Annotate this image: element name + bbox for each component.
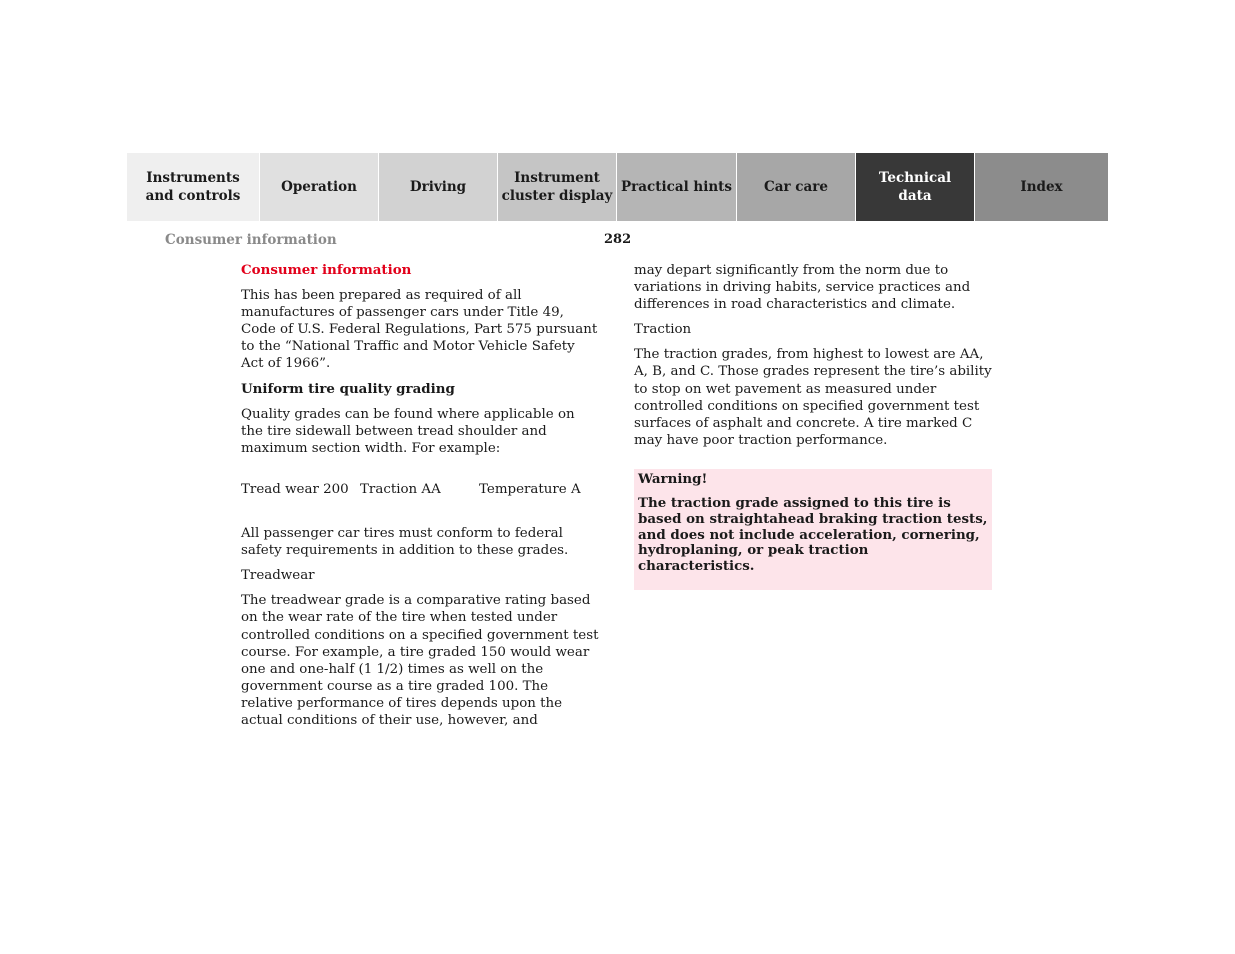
tab-index[interactable]: Index [974,153,1108,221]
warning-box [634,469,992,590]
chapter-tabs [127,153,1108,221]
right-column [634,262,992,590]
page-title: Consumer information [241,262,412,278]
treadwear-example: Tread wear 200 [241,481,349,497]
warning-title: Warning! [638,470,708,487]
continuation-paragraph: may depart significantly from the norm due to variations in driving habits, service practices and differences in road characteristics and climate. [634,263,971,313]
tab-driving[interactable]: Driving [378,153,497,221]
tab-practical-hints[interactable]: Practical hints [616,153,736,221]
temperature-example: Temperature A [479,481,581,497]
grade-example [241,481,599,498]
page-number: 282 [604,232,632,247]
traction-label: Traction [634,322,692,338]
quality-paragraph: Quality grades can be found where applicable on the tire sidewall between tread shoulder and maximum section width. For example: [241,406,575,456]
tab-technical-data[interactable]: Technical data [855,153,974,221]
traction-paragraph: The traction grades, from highest to lowest are AA, A, B, and C. Those grades represent the tire’s ability to stop on wet pavement as measured under controlled conditions on specified government test surfaces of asphalt and concrete. A tire marked C may have poor traction performance. [634,347,992,448]
conform-paragraph: All passenger car tires must conform to federal safety requirements in addition to these grades. [241,526,569,559]
tab-car-care[interactable]: Car care [736,153,855,221]
treadwear-label: Treadwear [241,568,315,584]
tab-instrument-cluster-display[interactable]: Instrument cluster display [497,153,616,221]
page-header [0,232,1235,250]
tab-instruments-and-controls[interactable]: Instruments and controls [127,153,259,221]
section-label: Consumer information [165,232,337,248]
uniform-grading-heading: Uniform tire quality grading [241,380,455,397]
traction-example: Traction AA [360,481,441,497]
left-column [241,262,599,737]
tab-operation[interactable]: Operation [259,153,378,221]
treadwear-paragraph: The treadwear grade is a comparative rating based on the wear rate of the tire when tested under controlled conditions on a specified government test course. For example, a tire graded 150 would wear one and one-half (1 1/2) times as well on the government course as a tire graded 100. The relative performance of tires depends upon the actual conditions of their use, however, and [241,593,599,728]
warning-text: The traction grade assigned to this tire is based on straightahead braking traction tests, and does not include acceleration, cornering, hydroplaning, or peak traction characteristics. [638,494,988,575]
intro-paragraph: This has been prepared as required of all manufactures of passenger cars under Title 49, Code of U.S. Federal Regulations, Part 575 pursuant to the “National Traffic and Motor Vehicle Safety Act of 1966”. [241,288,598,372]
